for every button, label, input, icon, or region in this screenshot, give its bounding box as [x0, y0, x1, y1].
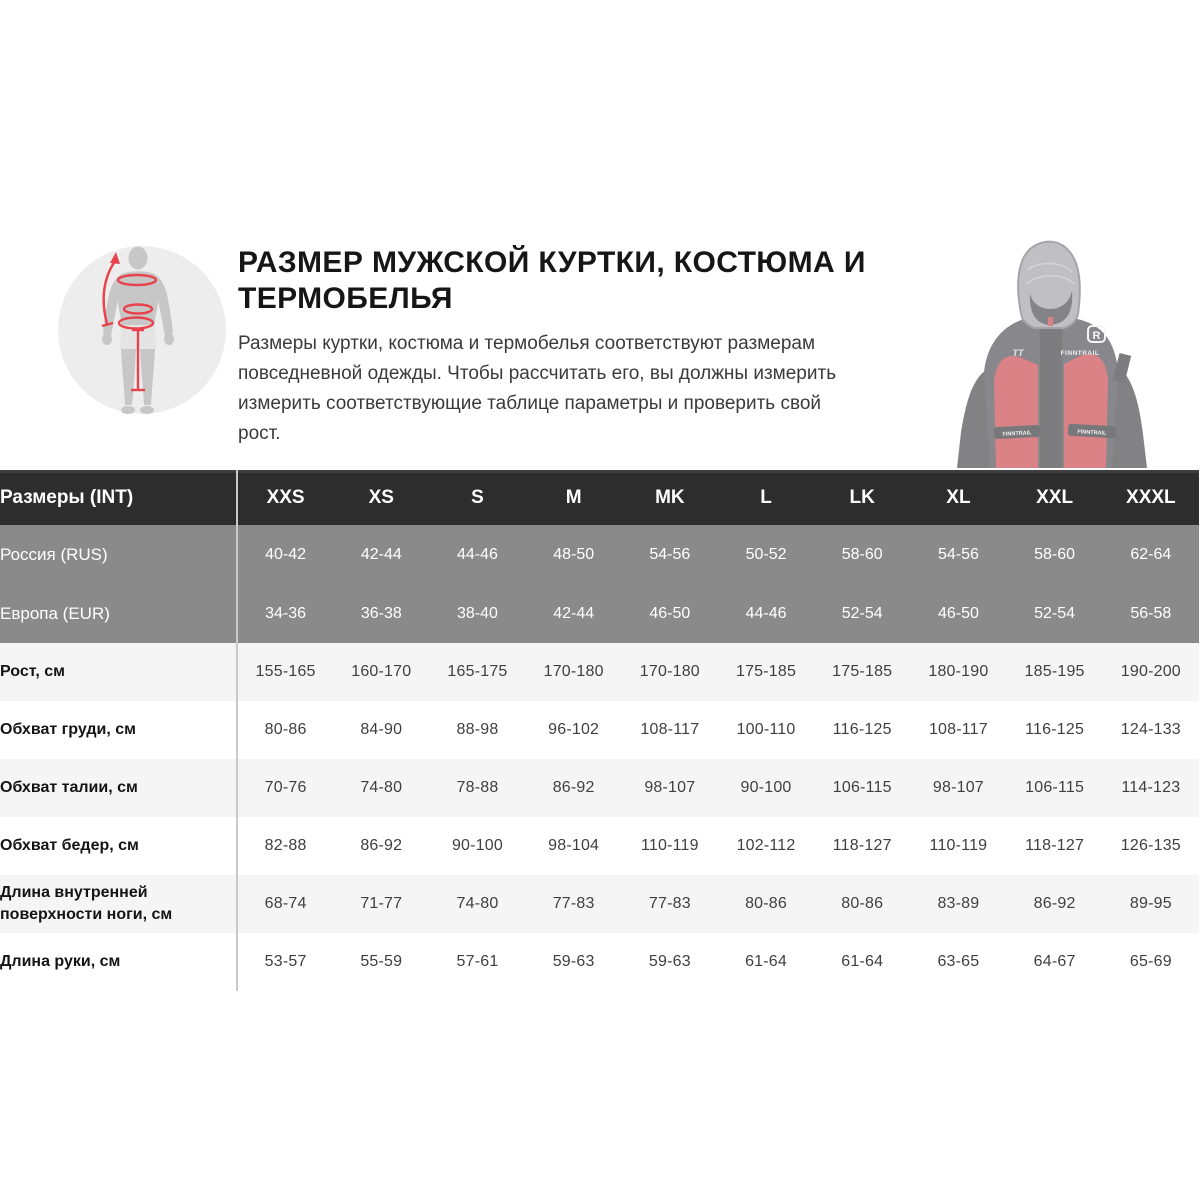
size-value-cell: 102-112 — [736, 837, 796, 854]
size-value-cell: 53-57 — [264, 953, 307, 970]
size-value-cell: 40-42 — [265, 545, 307, 563]
row-label: Обхват груди, см — [0, 701, 237, 759]
size-value-cell: 118-127 — [832, 837, 892, 854]
size-value-cell: 77-83 — [552, 895, 595, 912]
row-label: Рост, см — [0, 643, 237, 701]
size-value-cell: 54-56 — [649, 545, 691, 563]
page-title: РАЗМЕР МУЖСКОЙ КУРТКИ, КОСТЮМА И ТЕРМОБЕЛЬЯ — [238, 246, 866, 315]
size-value-cell: 100-110 — [736, 721, 796, 738]
size-value-cell: 124-133 — [1120, 721, 1181, 738]
size-value-cell: 50-52 — [745, 545, 787, 563]
size-value-cell: 63-65 — [937, 953, 980, 970]
size-value-cell: 57-61 — [456, 953, 499, 970]
size-value-cell: 61-64 — [841, 953, 884, 970]
size-value-cell: 116-125 — [1025, 721, 1085, 738]
size-column-header: XL — [910, 470, 1006, 525]
size-value-cell: 64-67 — [1033, 953, 1076, 970]
logo-r-icon: R — [1092, 330, 1101, 342]
size-value-cell: 88-98 — [456, 721, 499, 738]
size-column-header: M — [526, 470, 622, 525]
size-value-cell: 74-80 — [360, 779, 403, 796]
size-column-header: S — [429, 470, 525, 525]
size-value-cell: 90-100 — [451, 837, 503, 854]
table-row — [0, 701, 1199, 759]
size-value-cell: 77-83 — [648, 895, 691, 912]
size-value-cell: 98-107 — [932, 779, 984, 796]
size-value-cell: 61-64 — [745, 953, 787, 970]
table-row — [0, 525, 1199, 584]
size-value-cell: 46-50 — [649, 604, 691, 622]
description-line: Размеры куртки, костюма и термобелья соответствуют размерам — [238, 333, 816, 354]
size-value-cell: 86-92 — [1033, 895, 1076, 912]
size-table — [0, 470, 1200, 991]
size-value-cell: 175-185 — [832, 663, 893, 680]
size-value-cell: 62-64 — [1130, 545, 1172, 563]
size-value-cell: 170-180 — [543, 663, 604, 680]
size-value-cell: 116-125 — [832, 721, 892, 738]
size-value-cell: 84-90 — [360, 721, 403, 738]
size-value-cell: 52-54 — [1034, 604, 1076, 622]
size-value-cell: 56-58 — [1130, 604, 1172, 622]
size-column-header: MK — [622, 470, 718, 525]
size-value-cell: 68-74 — [264, 895, 307, 912]
size-value-cell: 78-88 — [456, 779, 499, 796]
size-value-cell: 55-59 — [360, 953, 403, 970]
size-value-cell: 165-175 — [447, 663, 508, 680]
size-column-header: XXXL — [1103, 470, 1199, 525]
jacket-photo — [930, 222, 1200, 468]
table-row — [0, 759, 1199, 817]
body-measurement-illustration — [57, 237, 227, 423]
size-value-cell: 118-127 — [1025, 837, 1085, 854]
size-value-cell: 42-44 — [553, 604, 595, 622]
size-value-cell: 59-63 — [648, 953, 691, 970]
size-value-cell: 83-89 — [937, 895, 980, 912]
size-value-cell: 65-69 — [1129, 953, 1172, 970]
size-value-cell: 155-165 — [255, 663, 316, 680]
size-column-header: LK — [814, 470, 910, 525]
size-value-cell: 106-115 — [832, 779, 892, 796]
size-value-cell: 70-76 — [264, 779, 307, 796]
table-row — [0, 817, 1199, 875]
size-value-cell: 38-40 — [457, 604, 498, 622]
size-value-cell: 71-77 — [360, 895, 403, 912]
row-label: Обхват талии, см — [0, 759, 237, 817]
logo-tt-icon: TT — [1012, 348, 1024, 358]
size-value-cell: 82-88 — [264, 837, 307, 854]
table-corner-label: Размеры (INT) — [0, 470, 237, 525]
table-row — [0, 584, 1199, 643]
size-value-cell: 58-60 — [1034, 545, 1076, 563]
size-value-cell: 80-86 — [841, 895, 884, 912]
body-measurement-diagram — [57, 237, 227, 423]
size-value-cell: 46-50 — [937, 604, 979, 622]
size-value-cell: 48-50 — [553, 545, 595, 563]
size-value-cell: 190-200 — [1120, 663, 1181, 680]
size-value-cell: 96-102 — [548, 721, 600, 738]
size-value-cell: 110-119 — [640, 837, 699, 854]
size-value-cell: 170-180 — [639, 663, 700, 680]
size-value-cell: 90-100 — [740, 779, 792, 796]
size-value-cell: 98-107 — [644, 779, 696, 796]
size-value-cell: 108-117 — [928, 721, 988, 738]
size-value-cell: 185-195 — [1024, 663, 1085, 680]
size-value-cell: 36-38 — [360, 604, 402, 622]
size-column-header: XXL — [1007, 470, 1103, 525]
table-row — [0, 643, 1199, 701]
size-column-header: L — [718, 470, 814, 525]
size-value-cell: 42-44 — [360, 545, 402, 563]
strap-label-right: FINNTRAIL — [1077, 429, 1107, 437]
table-row — [0, 875, 1199, 933]
size-value-cell: 59-63 — [552, 953, 595, 970]
size-value-cell: 58-60 — [841, 545, 883, 563]
row-label: Россия (RUS) — [0, 525, 237, 584]
jacket-illustration — [930, 222, 1200, 468]
size-value-cell: 74-80 — [456, 895, 499, 912]
description-line: рост. — [238, 423, 281, 444]
row-label: Европа (EUR) — [0, 584, 237, 643]
brand-label: FINNTRAIL — [1060, 350, 1100, 357]
description-line: измерить соответствующие таблице параметры и проверить свой — [238, 393, 822, 414]
table-header-row — [0, 470, 1199, 525]
size-value-cell: 89-95 — [1129, 895, 1172, 912]
size-value-cell: 44-46 — [745, 604, 787, 622]
size-value-cell: 106-115 — [1025, 779, 1085, 796]
size-value-cell: 86-92 — [552, 779, 595, 796]
intro-description — [238, 329, 938, 449]
size-value-cell: 108-117 — [640, 721, 700, 738]
size-value-cell: 80-86 — [264, 721, 307, 738]
size-value-cell: 52-54 — [841, 604, 883, 622]
size-value-cell: 160-170 — [351, 663, 412, 680]
size-value-cell: 34-36 — [265, 604, 307, 622]
size-value-cell: 110-119 — [929, 837, 988, 854]
size-value-cell: 54-56 — [937, 545, 979, 563]
row-label: Обхват бедер, см — [0, 817, 237, 875]
row-label: Длина внутренней поверхности ноги, см — [0, 875, 237, 933]
size-value-cell: 86-92 — [360, 837, 403, 854]
size-value-cell: 175-185 — [735, 663, 797, 680]
size-value-cell: 114-123 — [1121, 779, 1181, 796]
strap-label-left: FINNTRAIL — [1002, 430, 1032, 438]
intro-section — [238, 245, 938, 449]
description-line: повседневной одежды. Чтобы рассчитать его, вы должны измерить — [238, 363, 837, 384]
size-value-cell: 126-135 — [1120, 837, 1181, 854]
size-column-header: XXS — [237, 470, 333, 525]
size-column-header: XS — [333, 470, 429, 525]
size-value-cell: 80-86 — [745, 895, 787, 912]
size-value-cell: 180-190 — [928, 663, 989, 680]
size-value-cell: 98-104 — [548, 837, 600, 854]
size-value-cell: 44-46 — [457, 545, 498, 563]
row-label: Длина руки, см — [0, 933, 237, 991]
size-table-body — [0, 525, 1199, 991]
table-row — [0, 933, 1199, 991]
